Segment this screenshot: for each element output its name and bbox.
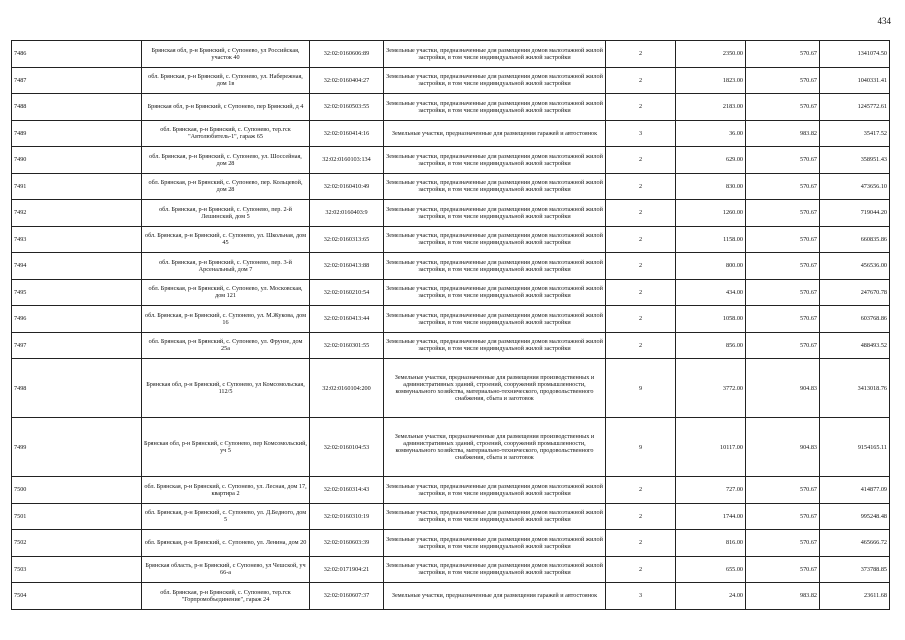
area-cell: 1158.00 xyxy=(676,226,746,253)
table-row xyxy=(12,503,890,530)
address-cell: обл. Брянская, р-н Брянский, с. Супонево, тер.гск "Горпромобъединение", гараж 24 xyxy=(142,583,310,610)
address-cell: обл. Брянская, р-н Брянский, с. Супонево, пер. 3-й Арсенальный, дом 7 xyxy=(142,253,310,280)
cadastral-value-cell: 23611.68 xyxy=(820,583,890,610)
row-number: 7492 xyxy=(12,200,142,227)
group-cell: 2 xyxy=(606,530,676,557)
area-cell: 1260.00 xyxy=(676,200,746,227)
cadastral-value-cell: 3413018.76 xyxy=(820,359,890,418)
area-cell: 2183.00 xyxy=(676,94,746,121)
group-cell: 2 xyxy=(606,226,676,253)
cadastral-number-cell: 32:02:0160413:88 xyxy=(310,253,384,280)
specific-value-cell: 570.67 xyxy=(746,279,820,306)
address-cell: Брянская обл, р-н Брянский, с Супонево, ул Комсомольская, 112/5 xyxy=(142,359,310,418)
cadastral-value-cell: 247670.78 xyxy=(820,279,890,306)
table-body xyxy=(12,41,890,610)
group-cell: 9 xyxy=(606,418,676,477)
land-use-cell: Земельные участки, предназначенные для размещения домов малоэтажной жилой застройки, в том числе индивидуальной жилой застройки xyxy=(384,556,606,583)
group-cell: 2 xyxy=(606,306,676,333)
area-cell: 655.00 xyxy=(676,556,746,583)
area-cell: 24.00 xyxy=(676,583,746,610)
land-use-cell: Земельные участки, предназначенные для размещения домов малоэтажной жилой застройки, в том числе индивидуальной жилой застройки xyxy=(384,503,606,530)
address-cell: обл. Брянская, р-н Брянский, с. Супонево, ул. Московская, дом 121 xyxy=(142,279,310,306)
address-cell: обл. Брянская, р-н Брянский, с. Супонево, тер.гск "Автолюбитель-1", гараж 65 xyxy=(142,120,310,147)
cadastral-number-cell: 32:02:0160410:49 xyxy=(310,173,384,200)
area-cell: 800.00 xyxy=(676,253,746,280)
specific-value-cell: 570.67 xyxy=(746,173,820,200)
group-cell: 3 xyxy=(606,120,676,147)
specific-value-cell: 983.82 xyxy=(746,583,820,610)
address-cell: обл. Брянская, р-н Брянский, с. Супонево, ул. Шоссейная, дом 28 xyxy=(142,147,310,174)
group-cell: 2 xyxy=(606,279,676,306)
land-use-cell: Земельные участки, предназначенные для размещения гаражей и автостоянок xyxy=(384,120,606,147)
group-cell: 2 xyxy=(606,556,676,583)
specific-value-cell: 570.67 xyxy=(746,332,820,359)
row-number: 7498 xyxy=(12,359,142,418)
table-row xyxy=(12,332,890,359)
group-cell: 2 xyxy=(606,67,676,94)
specific-value-cell: 570.67 xyxy=(746,67,820,94)
specific-value-cell: 570.67 xyxy=(746,477,820,504)
cadastral-number-cell: 32:02:0160313:65 xyxy=(310,226,384,253)
row-number: 7494 xyxy=(12,253,142,280)
cadastral-value-cell: 995248.48 xyxy=(820,503,890,530)
land-use-cell: Земельные участки, предназначенные для размещения домов малоэтажной жилой застройки, в том числе индивидуальной жилой застройки xyxy=(384,94,606,121)
group-cell: 2 xyxy=(606,41,676,68)
land-use-cell: Земельные участки, предназначенные для размещения домов малоэтажной жилой застройки, в том числе индивидуальной жилой застройки xyxy=(384,200,606,227)
table-row xyxy=(12,200,890,227)
address-cell: Брянская обл, р-н Брянский, с Супонево, пер Брянский, д 4 xyxy=(142,94,310,121)
area-cell: 727.00 xyxy=(676,477,746,504)
land-use-cell: Земельные участки, предназначенные для размещения домов малоэтажной жилой застройки, в том числе индивидуальной жилой застройки xyxy=(384,226,606,253)
table-row xyxy=(12,253,890,280)
specific-value-cell: 904.83 xyxy=(746,418,820,477)
table-row xyxy=(12,556,890,583)
row-number: 7486 xyxy=(12,41,142,68)
row-number: 7490 xyxy=(12,147,142,174)
cadastral-value-cell: 358951.43 xyxy=(820,147,890,174)
cadastral-number-cell: 32:02:0160403:9 xyxy=(310,200,384,227)
area-cell: 36.00 xyxy=(676,120,746,147)
area-cell: 1823.00 xyxy=(676,67,746,94)
address-cell: обл. Брянская, р-н Брянский, с. Супонево, ул. Ленина, дом 20 xyxy=(142,530,310,557)
address-cell: обл. Брянская, р-н Брянский, с. Супонево, ул. М.Жукова, дом 16 xyxy=(142,306,310,333)
table-row xyxy=(12,279,890,306)
cadastral-number-cell: 32:02:0160310:19 xyxy=(310,503,384,530)
table-row xyxy=(12,306,890,333)
table-row xyxy=(12,120,890,147)
table-row xyxy=(12,583,890,610)
address-cell: обл. Брянская, р-н Брянский, с. Супонево, ул. Лесная, дом 17, квартира 2 xyxy=(142,477,310,504)
cadastral-number-cell: 32:02:0160607:37 xyxy=(310,583,384,610)
group-cell: 3 xyxy=(606,583,676,610)
specific-value-cell: 570.67 xyxy=(746,94,820,121)
specific-value-cell: 570.67 xyxy=(746,306,820,333)
row-number: 7504 xyxy=(12,583,142,610)
table-row xyxy=(12,359,890,418)
area-cell: 629.00 xyxy=(676,147,746,174)
cadastral-value-cell: 660835.86 xyxy=(820,226,890,253)
group-cell: 9 xyxy=(606,359,676,418)
table-row xyxy=(12,418,890,477)
land-use-cell: Земельные участки, предназначенные для размещения производственных и административных зданий, строений, сооружений промышленности, коммунального хозяйства, материально-технического, продовольственного снабжения, сбыта и заготовок xyxy=(384,418,606,477)
table-row xyxy=(12,226,890,253)
address-cell: обл. Брянская, р-н Брянский, с. Супонево, ул. Фрунзе, дом 25а xyxy=(142,332,310,359)
cadastral-value-table xyxy=(11,40,890,610)
land-use-cell: Земельные участки, предназначенные для размещения домов малоэтажной жилой застройки, в том числе индивидуальной жилой застройки xyxy=(384,279,606,306)
cadastral-number-cell: 32:02:0160413:44 xyxy=(310,306,384,333)
group-cell: 2 xyxy=(606,477,676,504)
land-use-cell: Земельные участки, предназначенные для размещения домов малоэтажной жилой застройки, в том числе индивидуальной жилой застройки xyxy=(384,530,606,557)
cadastral-value-cell: 414877.09 xyxy=(820,477,890,504)
land-use-cell: Земельные участки, предназначенные для размещения производственных и административных зданий, строений, сооружений промышленности, коммунального хозяйства, материально-технического, продовольственного снабжения, сбыта и заготовок xyxy=(384,359,606,418)
specific-value-cell: 570.67 xyxy=(746,147,820,174)
specific-value-cell: 904.83 xyxy=(746,359,820,418)
row-number: 7503 xyxy=(12,556,142,583)
cadastral-value-cell: 1245772.61 xyxy=(820,94,890,121)
land-use-cell: Земельные участки, предназначенные для размещения домов малоэтажной жилой застройки, в том числе индивидуальной жилой застройки xyxy=(384,147,606,174)
land-use-cell: Земельные участки, предназначенные для размещения домов малоэтажной жилой застройки, в том числе индивидуальной жилой застройки xyxy=(384,253,606,280)
cadastral-number-cell: 32:02:0160503:55 xyxy=(310,94,384,121)
specific-value-cell: 570.67 xyxy=(746,226,820,253)
address-cell: Брянская обл, р-н Брянский, с Супонево, пер Комсомольский, уч 5 xyxy=(142,418,310,477)
cadastral-number-cell: 32:02:0160104:200 xyxy=(310,359,384,418)
specific-value-cell: 983.82 xyxy=(746,120,820,147)
cadastral-value-cell: 1040331.41 xyxy=(820,67,890,94)
row-number: 7495 xyxy=(12,279,142,306)
area-cell: 856.00 xyxy=(676,332,746,359)
address-cell: Брянская область, р-н Брянский, с Супонево, ул Чешской, уч 66-а xyxy=(142,556,310,583)
group-cell: 2 xyxy=(606,147,676,174)
cadastral-number-cell: 32:02:0160301:55 xyxy=(310,332,384,359)
cadastral-value-cell: 719044.20 xyxy=(820,200,890,227)
cadastral-number-cell: 32:02:0160606:89 xyxy=(310,41,384,68)
address-cell: обл. Брянская, р-н Брянский, с. Супонево, ул. Школьная, дом 45 xyxy=(142,226,310,253)
cadastral-number-cell: 32:02:0160103:134 xyxy=(310,147,384,174)
cadastral-value-cell: 465666.72 xyxy=(820,530,890,557)
address-cell: обл. Брянская, р-н Брянский, с. Супонево, пер. 2-й Лешинский, дом 5 xyxy=(142,200,310,227)
group-cell: 2 xyxy=(606,503,676,530)
specific-value-cell: 570.67 xyxy=(746,200,820,227)
address-cell: обл. Брянская, р-н Брянский, с. Супонево, пер. Кольцевой, дом 28 xyxy=(142,173,310,200)
group-cell: 2 xyxy=(606,253,676,280)
area-cell: 3772.00 xyxy=(676,359,746,418)
specific-value-cell: 570.67 xyxy=(746,41,820,68)
cadastral-number-cell: 32:02:0160414:16 xyxy=(310,120,384,147)
address-cell: обл. Брянская, р-н Брянский, с. Супонево, ул. Набережная, дом 1в xyxy=(142,67,310,94)
cadastral-number-cell: 32:02:0160404:27 xyxy=(310,67,384,94)
table-row xyxy=(12,94,890,121)
table-row xyxy=(12,530,890,557)
land-use-cell: Земельные участки, предназначенные для размещения гаражей и автостоянок xyxy=(384,583,606,610)
row-number: 7487 xyxy=(12,67,142,94)
address-cell: Брянская обл, р-н Брянский, с Супонево, ул Российская, участок 40 xyxy=(142,41,310,68)
land-use-cell: Земельные участки, предназначенные для размещения домов малоэтажной жилой застройки, в том числе индивидуальной жилой застройки xyxy=(384,332,606,359)
group-cell: 2 xyxy=(606,94,676,121)
cadastral-number-cell: 32:02:0160603:39 xyxy=(310,530,384,557)
specific-value-cell: 570.67 xyxy=(746,530,820,557)
land-use-cell: Земельные участки, предназначенные для размещения домов малоэтажной жилой застройки, в том числе индивидуальной жилой застройки xyxy=(384,173,606,200)
row-number: 7489 xyxy=(12,120,142,147)
area-cell: 2350.00 xyxy=(676,41,746,68)
cadastral-number-cell: 32:02:0160210:54 xyxy=(310,279,384,306)
row-number: 7502 xyxy=(12,530,142,557)
cadastral-number-cell: 32:02:0160104:53 xyxy=(310,418,384,477)
group-cell: 2 xyxy=(606,173,676,200)
land-use-cell: Земельные участки, предназначенные для размещения домов малоэтажной жилой застройки, в том числе индивидуальной жилой застройки xyxy=(384,477,606,504)
row-number: 7496 xyxy=(12,306,142,333)
row-number: 7500 xyxy=(12,477,142,504)
area-cell: 830.00 xyxy=(676,173,746,200)
cadastral-number-cell: 32:02:0171904:21 xyxy=(310,556,384,583)
table-row xyxy=(12,41,890,68)
cadastral-value-cell: 603768.86 xyxy=(820,306,890,333)
table-row xyxy=(12,173,890,200)
table-row xyxy=(12,147,890,174)
page-number: 434 xyxy=(877,16,891,26)
group-cell: 2 xyxy=(606,332,676,359)
land-use-cell: Земельные участки, предназначенные для размещения домов малоэтажной жилой застройки, в том числе индивидуальной жилой застройки xyxy=(384,306,606,333)
row-number: 7491 xyxy=(12,173,142,200)
table-row xyxy=(12,477,890,504)
cadastral-value-cell: 488493.52 xyxy=(820,332,890,359)
cadastral-value-cell: 456536.00 xyxy=(820,253,890,280)
area-cell: 816.00 xyxy=(676,530,746,557)
land-use-cell: Земельные участки, предназначенные для размещения домов малоэтажной жилой застройки, в том числе индивидуальной жилой застройки xyxy=(384,41,606,68)
cadastral-value-cell: 35417.52 xyxy=(820,120,890,147)
cadastral-value-cell: 473656.10 xyxy=(820,173,890,200)
specific-value-cell: 570.67 xyxy=(746,503,820,530)
cadastral-value-cell: 373788.85 xyxy=(820,556,890,583)
area-cell: 434.00 xyxy=(676,279,746,306)
area-cell: 10117.00 xyxy=(676,418,746,477)
cadastral-number-cell: 32:02:0160314:43 xyxy=(310,477,384,504)
address-cell: обл. Брянская, р-н Брянский, с. Супонево, ул. Д.Бедного, дом 5 xyxy=(142,503,310,530)
group-cell: 2 xyxy=(606,200,676,227)
row-number: 7497 xyxy=(12,332,142,359)
land-use-cell: Земельные участки, предназначенные для размещения домов малоэтажной жилой застройки, в том числе индивидуальной жилой застройки xyxy=(384,67,606,94)
area-cell: 1058.00 xyxy=(676,306,746,333)
row-number: 7501 xyxy=(12,503,142,530)
row-number: 7499 xyxy=(12,418,142,477)
specific-value-cell: 570.67 xyxy=(746,556,820,583)
cadastral-value-cell: 9154165.11 xyxy=(820,418,890,477)
cadastral-value-cell: 1341074.50 xyxy=(820,41,890,68)
row-number: 7488 xyxy=(12,94,142,121)
area-cell: 1744.00 xyxy=(676,503,746,530)
specific-value-cell: 570.67 xyxy=(746,253,820,280)
table-row xyxy=(12,67,890,94)
row-number: 7493 xyxy=(12,226,142,253)
